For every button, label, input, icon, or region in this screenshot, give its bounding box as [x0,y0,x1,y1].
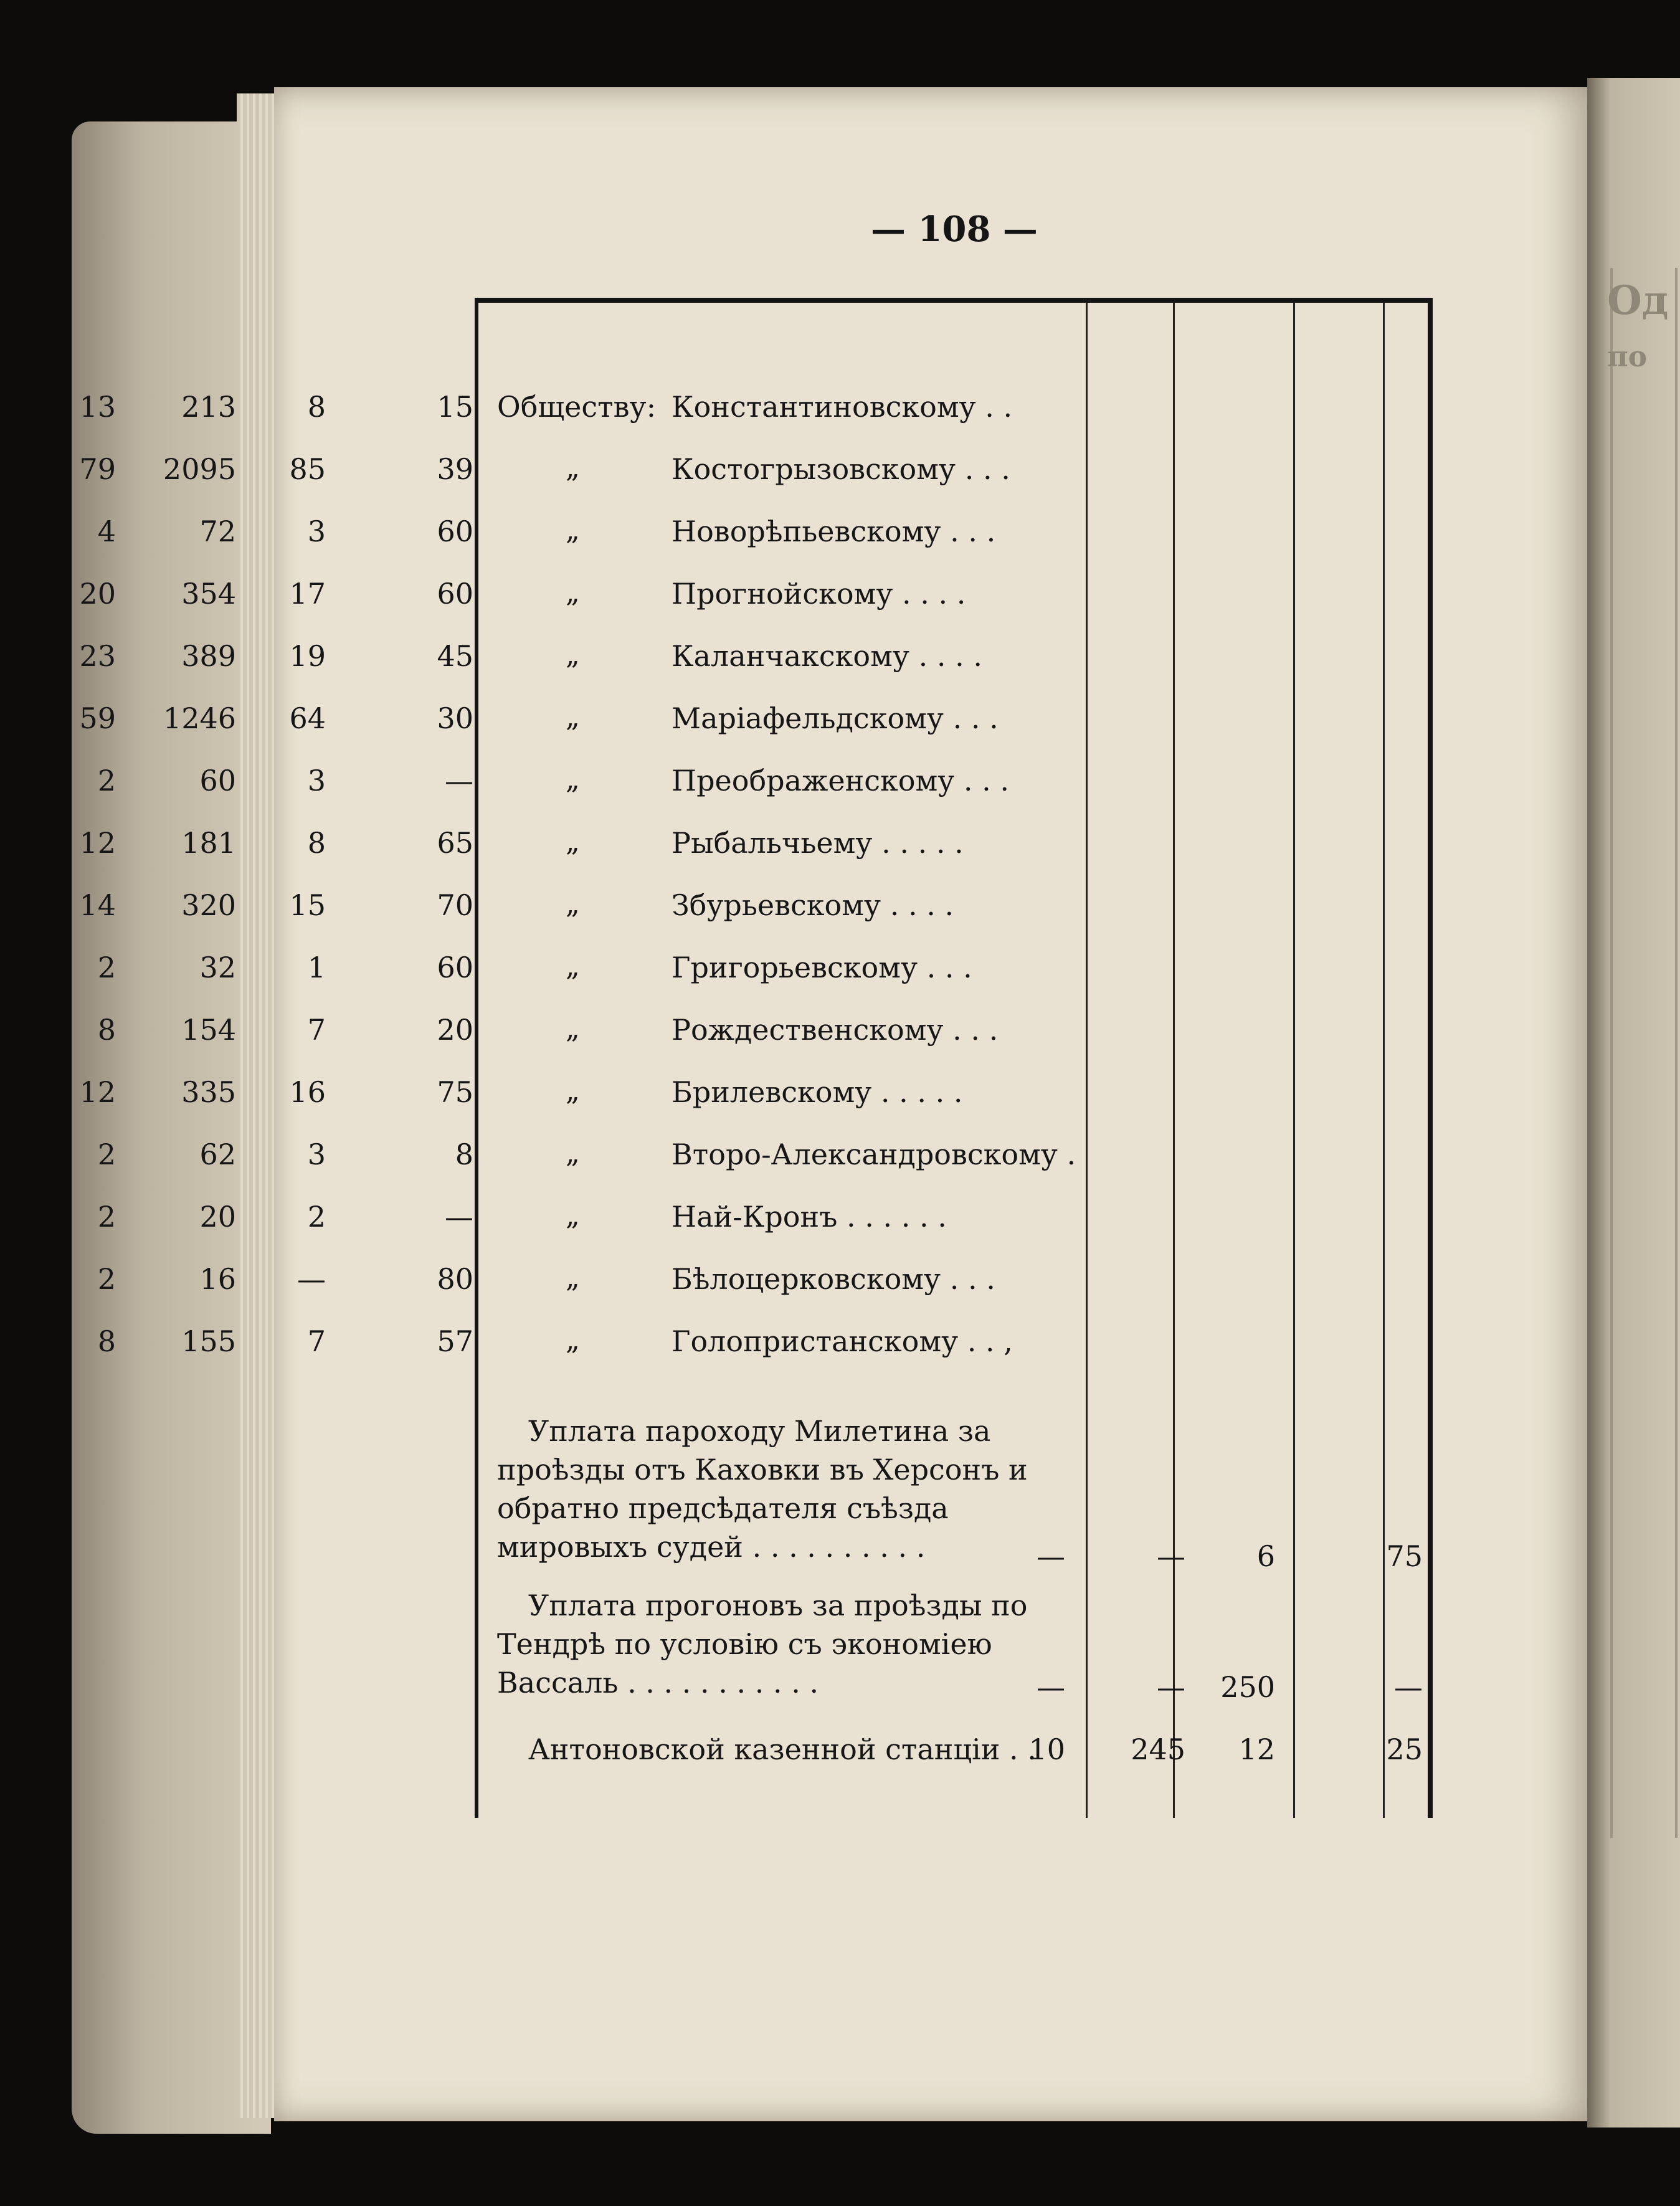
cell-col1: 20 [79,577,116,611]
row-name: Второ-Александровскому . [672,1138,1076,1171]
cell-col3: 16 [289,1075,326,1109]
row-label: „ [566,1013,580,1045]
expense-table [79,298,1433,1818]
row-label: „ [566,701,580,733]
cell-col2: 245 [1131,1733,1185,1766]
cell-col2: 181 [181,826,236,860]
facing-page-heading-fragment: Од [1607,277,1669,324]
cell-col1: 4 [97,515,116,548]
cell-col4: 60 [437,515,473,548]
cell-col4: — [445,764,473,797]
page-number: — 108 — [871,209,1038,250]
cell-col3: 1 [307,951,326,984]
row-label: „ [566,1138,580,1169]
cell-col4: 60 [437,577,473,611]
row-label: „ [566,515,580,546]
cell-col1: 8 [97,1013,116,1047]
cell-col3: 8 [307,826,326,860]
cell-col2: 335 [181,1075,236,1109]
cell-col1: 2 [97,1138,116,1171]
cell-col2: 320 [181,888,236,922]
row-name: Антоновской казенной станціи . . [528,1733,1037,1766]
cell-col1: 59 [79,701,116,735]
cell-col3: 64 [289,701,326,735]
cell-col3: 15 [289,888,326,922]
cell-col4: 8 [455,1138,473,1171]
cell-col4: 45 [437,639,473,673]
cell-col2: 62 [199,1138,236,1171]
cell-col4: 80 [437,1262,473,1296]
row-name: Бѣлоцерковскому . . . [672,1262,995,1296]
cell-col3: 3 [307,764,326,797]
cell-col2: 155 [181,1324,236,1358]
cell-col4: 65 [437,826,473,860]
cell-col4: 57 [437,1324,473,1358]
cell-col4: 30 [437,701,473,735]
cell-col3: 19 [289,639,326,673]
cell-col4: — [445,1200,473,1234]
cell-col3: 2 [307,1200,326,1234]
cell-col4: 39 [437,452,473,486]
cell-col2: 72 [199,515,236,548]
row-label: „ [566,888,580,920]
cell-col2: 354 [181,577,236,611]
row-label: „ [566,1324,580,1356]
table-row [478,1733,1428,1792]
cell-col1: 2 [97,951,116,984]
cell-col1: 14 [79,888,116,922]
cell-col2: 16 [199,1262,236,1296]
cell-col4: 60 [437,951,473,984]
cell-col3: 12 [1238,1733,1275,1766]
cell-col3: 3 [307,1138,326,1171]
row-name: Григорьевскому . . . [672,951,972,984]
cell-col4: 25 [1386,1733,1423,1766]
cell-col1: 12 [79,826,116,860]
row-label: „ [566,826,580,858]
row-label: „ [566,1075,580,1107]
row-label: „ [566,1200,580,1232]
row-name: Константиновскому . . [672,390,1013,424]
row-name: Маріафельдскому . . . [672,701,999,735]
cell-col3: 8 [307,390,326,424]
cell-col1: — [1037,1539,1065,1573]
row-label: „ [566,639,580,671]
cell-col3: 3 [307,515,326,548]
cell-col4: 20 [437,1013,473,1047]
row-label: „ [566,452,580,484]
row-name: Най-Кронъ . . . . . . [672,1200,947,1234]
cell-col3: 7 [307,1013,326,1047]
cell-col2: 154 [181,1013,236,1047]
cell-col4: — [1394,1670,1423,1704]
row-name: Каланчакскому . . . . [672,639,982,673]
cell-col2: 1246 [163,701,236,735]
cell-col2: — [1157,1670,1185,1704]
row-label: „ [566,764,580,796]
cell-col3: 7 [307,1324,326,1358]
row-name: Костогрызовскому . . . [672,452,1010,486]
cell-col2: 60 [199,764,236,797]
cell-col4: 15 [437,390,473,424]
cell-col1: 13 [79,390,116,424]
cell-col2: 389 [181,639,236,673]
cell-col4: 75 [437,1075,473,1109]
facing-page-subheading-fragment: по [1607,340,1648,373]
cell-col2: 20 [199,1200,236,1234]
cell-col3: 6 [1256,1539,1275,1573]
cell-col2: — [1157,1539,1185,1573]
row-label: „ [566,577,580,609]
note-text: Уплата прогоновъ за проѣзды по Тендрѣ по условію съ экономіею Вассаль . . . . . . . . . . . [497,1589,1028,1700]
note-text: Уплата пароходу Милетина за проѣзды отъ Каховки въ Херсонъ и обратно предсѣдателя съѣзда мировыхъ судей . . . . . . . . . . [497,1414,1028,1564]
table-row [478,1670,1428,1729]
row-name: Новорѣпьевскому . . . [672,515,996,548]
cell-col4: 75 [1386,1539,1423,1573]
cell-col1: 23 [79,639,116,673]
row-name: Брилевскому . . . . . [672,1075,963,1109]
cell-col1: 2 [97,1262,116,1296]
row-name: Збурьевскому . . . . [672,888,954,922]
cell-col3: 250 [1220,1670,1275,1704]
cell-col2: 2095 [163,452,236,486]
row-label: Обществу: [497,390,657,424]
row-name: Рыбальчьему . . . . . [672,826,964,860]
cell-col3: 17 [289,577,326,611]
cell-col2: 32 [199,951,236,984]
cell-col1: 8 [97,1324,116,1358]
row-name: Прогнойскому . . . . [672,577,966,611]
row-label: „ [566,951,580,982]
cell-col3: 85 [289,452,326,486]
cell-col3: — [297,1262,326,1296]
row-name: Преображенскому . . . [672,764,1010,797]
cell-col1: — [1037,1670,1065,1704]
facing-page-table-fragment [1610,268,1678,1838]
cell-col4: 70 [437,888,473,922]
row-name: Голопристанскому . . , [672,1324,1013,1358]
cell-col2: 213 [181,390,236,424]
cell-col1: 2 [97,1200,116,1234]
cell-col1: 12 [79,1075,116,1109]
cell-col1: 2 [97,764,116,797]
row-name: Рождественскому . . . [672,1013,999,1047]
row-label: „ [566,1262,580,1294]
cell-col1: 79 [79,452,116,486]
cell-col1: 10 [1028,1733,1065,1766]
